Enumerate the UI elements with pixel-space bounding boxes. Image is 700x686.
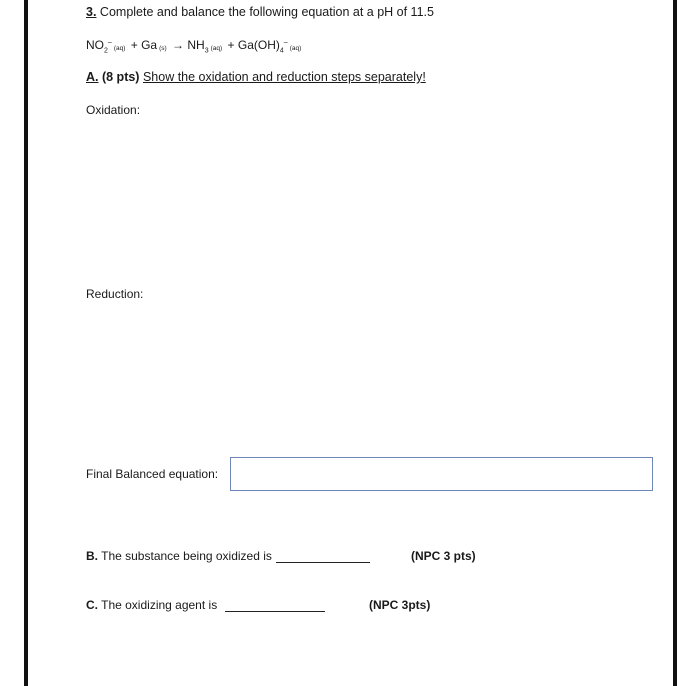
part-c-answer-blank[interactable]	[225, 611, 325, 612]
reduction-label: Reduction:	[86, 287, 144, 301]
reactant-nitrite-state: (aq)	[113, 45, 126, 52]
product-gallate: $Ga(OH)_4^-$	[237, 38, 288, 55]
part-c-text: The oxidizing agent is	[101, 598, 218, 612]
plus-sign: +	[227, 38, 235, 52]
part-b-letter: B.	[86, 549, 98, 563]
plus-sign: +	[130, 38, 138, 52]
reactant-gallium: Ga	[141, 38, 158, 52]
reactant-nitrite: $NO_2^-$	[86, 38, 112, 55]
part-c-question	[86, 598, 217, 612]
oxidation-label: Oxidation:	[86, 103, 141, 117]
part-b-points: (NPC 3 pts)	[411, 549, 476, 563]
reaction-arrow: →	[172, 38, 185, 52]
question-title	[86, 5, 434, 19]
product-ammonia: $NH_3$	[187, 38, 209, 55]
part-a-heading	[86, 70, 426, 84]
reactant-gallium-state: (s)	[159, 45, 167, 52]
product-gallate-state: (aq)	[289, 45, 302, 52]
page-border-right	[673, 0, 677, 686]
part-c-letter: C.	[86, 598, 98, 612]
question-number: 3.	[86, 5, 97, 19]
part-c-points: (NPC 3pts)	[369, 598, 431, 612]
final-equation-answer-box[interactable]	[230, 457, 653, 491]
part-a-instruction: Show the oxidation and reduction steps separately!	[142, 70, 426, 84]
part-a-label: A. (8 pts)	[86, 70, 140, 84]
page-border-left	[24, 0, 28, 686]
final-balanced-label: Final Balanced equation:	[86, 467, 219, 481]
question-text: Complete and balance the following equation at a pH of 11.5	[99, 5, 434, 19]
product-ammonia-state: (aq)	[210, 45, 223, 52]
part-b-question	[86, 549, 272, 563]
chemical-equation	[86, 38, 303, 54]
part-b-text: The substance being oxidized is	[101, 549, 272, 563]
part-b-answer-blank[interactable]	[276, 562, 370, 563]
